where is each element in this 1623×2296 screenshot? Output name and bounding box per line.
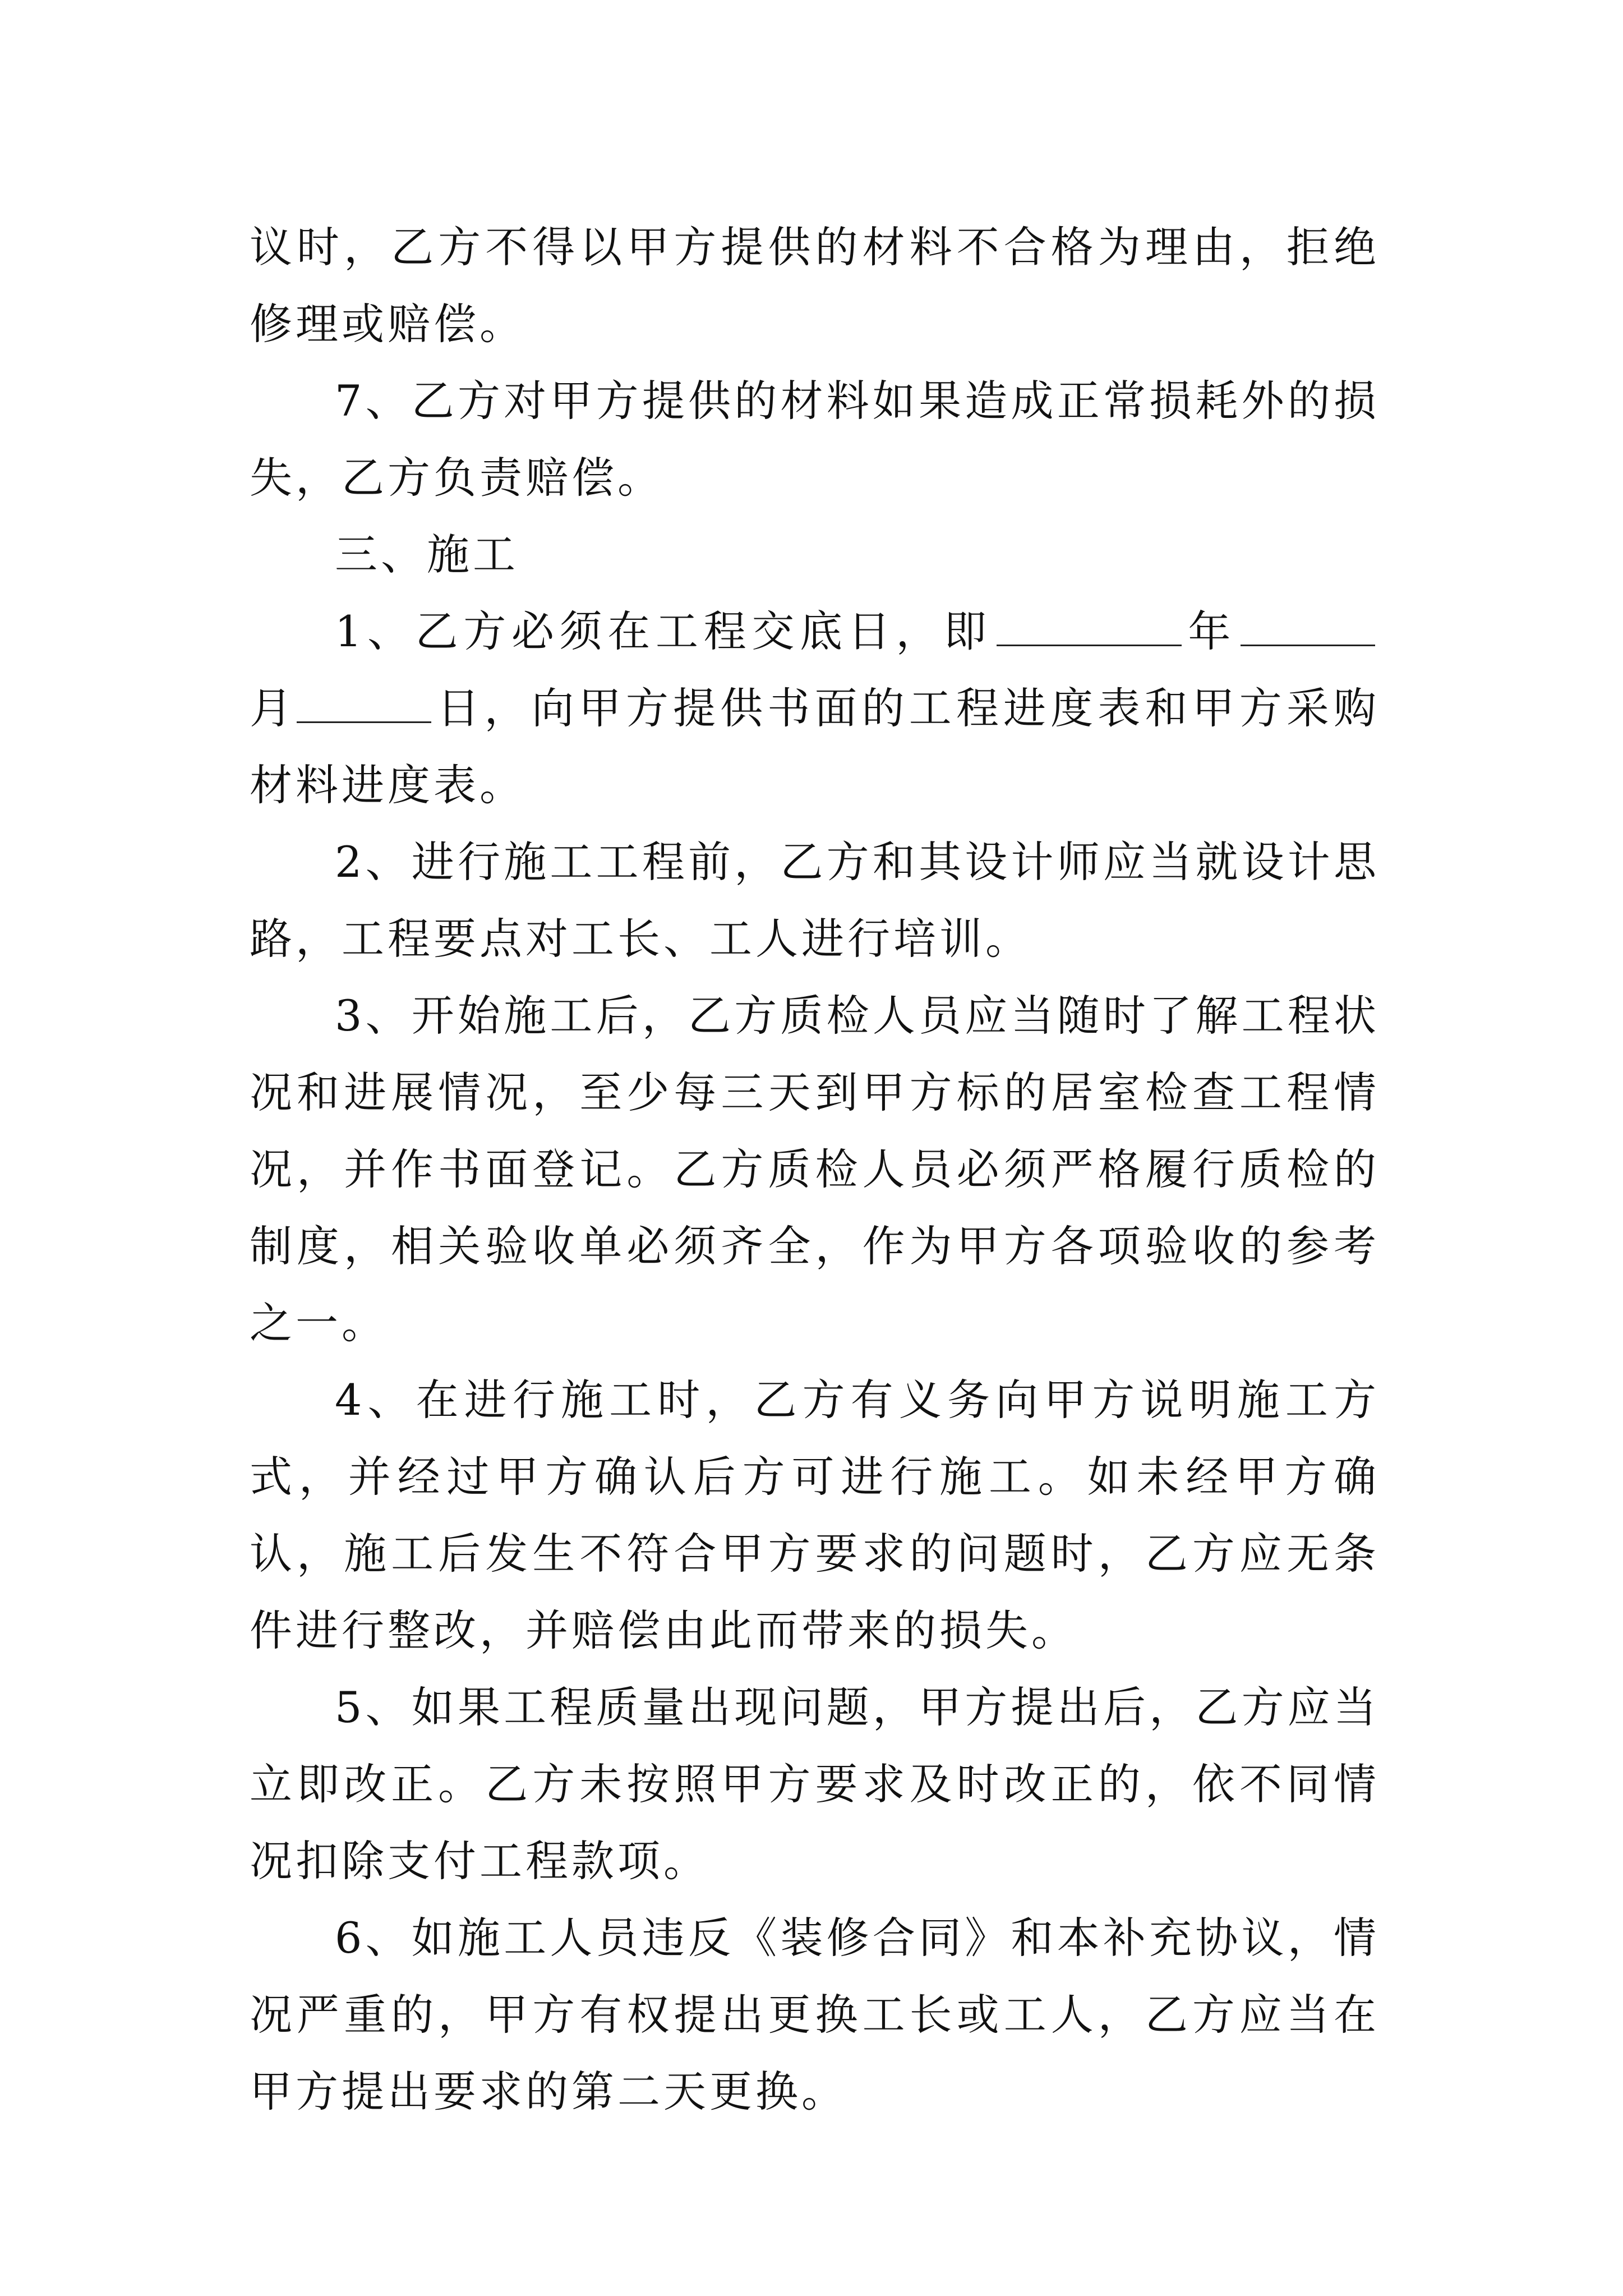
day-label: 日 [436, 683, 485, 733]
month-label: 月 [250, 683, 297, 733]
paragraph-clause-3: 3、开始施工后，乙方质检人员应当随时了解工程状况和进展情况，至少每三天到甲方标的居室检查工程情况，并作书面登记。乙方质检人员必须严格履行质检的制度，相关验收单必须齐全，作为甲方各项验收的参考之一。 [250, 991, 1380, 1348]
section-heading-construction: 三、施工 [335, 530, 519, 579]
paragraph-clause-4: 4、在进行施工时，乙方有义务向甲方说明施工方式，并经过甲方确认后方可进行施工。如未经甲方确认，施工后发生不符合甲方要求的问题时，乙方应无条件进行整改，并赔偿由此而带来的损失。 [250, 1375, 1380, 1655]
document-body [250, 209, 1380, 2130]
clause-1-text-end: ，向甲方提供书面的工程进度表和甲方采购材料进度表。 [250, 683, 1380, 810]
paragraph-clause-6: 6、如施工人员违反《装修合同》和本补充协议，情况严重的，甲方有权提出更换工长或工人，乙方应当在甲方提出要求的第二天更换。 [250, 1913, 1380, 2116]
day-blank-field [297, 682, 431, 723]
paragraph-clause-5: 5、如果工程质量出现问题，甲方提出后，乙方应当立即改正。乙方未按照甲方要求及时改正的，依不同情况扣除支付工程款项。 [250, 1682, 1380, 1886]
month-blank-field [1241, 605, 1375, 646]
paragraph-continued-clause: 议时，乙方不得以甲方提供的材料不合格为理由，拒绝修理或赔偿。 [250, 222, 1380, 349]
clause-1-text-start: 1、乙方必须在工程交底日，即 [335, 606, 992, 656]
paragraph-clause-1 [250, 593, 1380, 823]
paragraph-clause-2: 2、进行施工工程前，乙方和其设计师应当就设计思路，工程要点对工长、工人进行培训。 [250, 837, 1380, 964]
paragraph-clause-7: 7、乙方对甲方提供的材料如果造成正常损耗外的损失，乙方负责赔偿。 [250, 376, 1380, 503]
year-label: 年 [1186, 606, 1237, 656]
year-blank-field [997, 605, 1182, 646]
